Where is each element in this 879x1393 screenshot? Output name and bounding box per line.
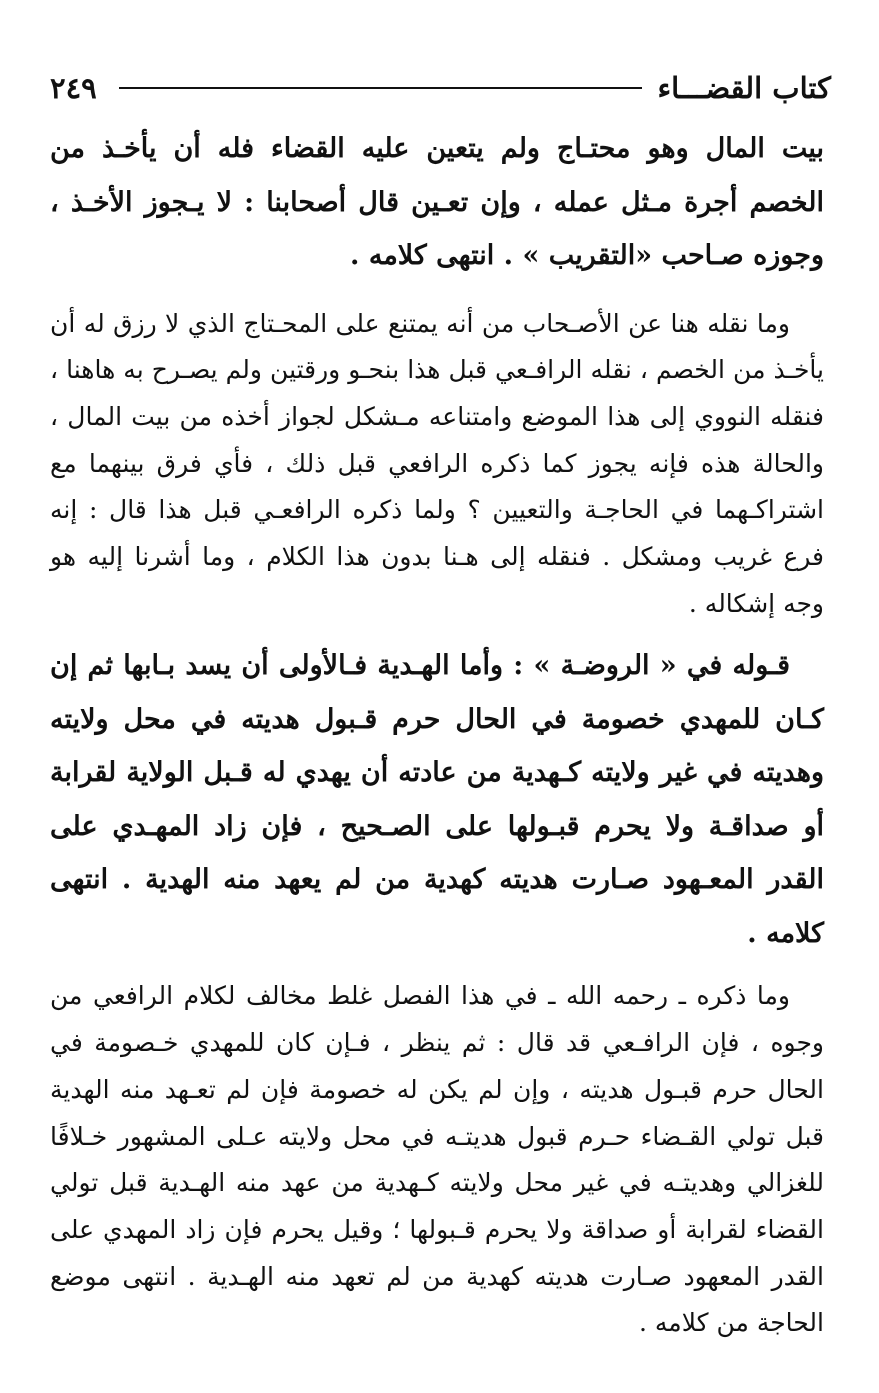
header-rule [119, 87, 642, 89]
page-number: ٢٤٩ [50, 71, 97, 105]
paragraph-quote-2: قـوله في « الروضـة » : وأما الهـدية فـالأولى أن يسد بـابها ثم إن كـان للمهدي خصومة في الحال حرم قـبول هديته في محل ولايته وهديته في غير ولايته كـهدية من عادته أن يهدي له قـبل الولاية لقرابة أو صداقـة ولا يحرم قبـولها على الصـحيح ، فإن زاد المهـدي على القدر المعـهود صـارت هديته كهدية من لم يعهد منه الهدية . انتهى كلامه . [50, 650, 824, 949]
running-header [50, 66, 831, 110]
page-body [50, 122, 824, 1347]
paragraph-quote-1: بيت المال وهو محتـاج ولم يتعين عليه القضاء فله أن يأخـذ من الخصم أجرة مـثل عمله ، وإن تعـين قال أصحابنا : لا يـجوز الأخـذ ، وجوزه صـاحب «التقريب » . انتهى كلامه . [50, 133, 824, 271]
paragraph-commentary-1: وما نقله هنا عن الأصـحاب من أنه يمتنع على المحـتاج الذي لا رزق له أن يأخـذ من الخصم ، نقله الرافـعي قبل هذا بنحـو ورقتين ولم يصـرح به هاهنا ، فنقله النووي إلى هذا الموضع وامتناعه مـشكل لجواز أخذه من بيت المال ، والحالة هذه فإنه يجوز كما ذكره الرافعي قبل ذلك ، فأي فرق بينهما مع اشتراكـهما في الحاجـة والتعيين ؟ ولما ذكره الرافعـي قبل هذا قال : إنه فرع غريب ومشكل . فنقله إلى هـنا بدون هذا الكلام ، وما أشرنا إليه هو وجه إشكاله . [50, 308, 824, 618]
chapter-title: كتاب القضـــاء [657, 71, 831, 105]
paragraph-commentary-2: وما ذكره ـ رحمه الله ـ في هذا الفصل غلط مخالف لكلام الرافعي من وجوه ، فإن الرافـعي قد قال : ثم ينظر ، فـإن كان للمهدي خـصومة في الحال حرم قبـول هديته ، وإن لم يكن له خصومة فإن لم تعـهد منه الهدية قبل تولي القـضاء حـرم قبول هديتـه في محل ولايته عـلى المشهور خـلافًا للغزالي وهديتـه في غير محل ولايته كـهدية من عهد منه الهـدية قبل تولي القضاء لقرابة أو صداقة ولا يحرم قـبولها ؛ وقيل يحرم فإن زاد المهدي على القدر المعهود صـارت هديته كهدية من لم تعهد منه الهـدية . انتهى موضع الحاجة من كلامه . [50, 981, 824, 1338]
